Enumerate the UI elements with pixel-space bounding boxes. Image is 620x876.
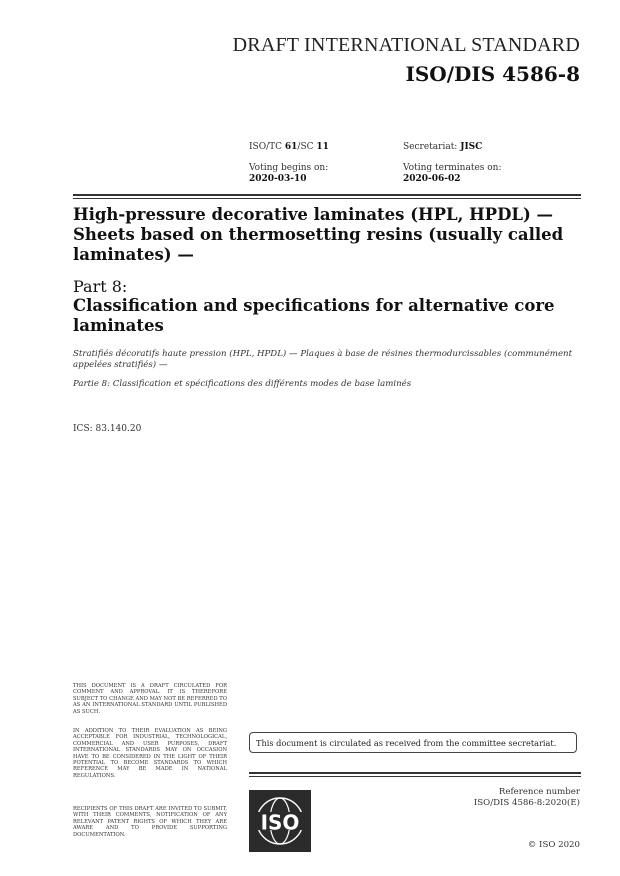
footer-rule-top bbox=[249, 772, 581, 774]
document-type: DRAFT INTERNATIONAL STANDARD bbox=[232, 34, 580, 56]
iso-logo bbox=[249, 790, 311, 852]
reference-label: Reference number bbox=[498, 787, 580, 797]
circulated-note: This document is circulated as received from the committee secretariat. bbox=[249, 732, 577, 753]
tc-number: 61 bbox=[284, 142, 298, 152]
committee bbox=[249, 142, 329, 153]
part-number: Part 8: bbox=[73, 277, 128, 296]
voting-begins-label: Voting begins on: bbox=[249, 163, 329, 173]
reference-number-block bbox=[474, 787, 580, 809]
voting-terminates bbox=[403, 163, 502, 185]
sc-separator: /SC bbox=[297, 142, 317, 152]
voting-terminates-label: Voting terminates on: bbox=[403, 163, 502, 173]
voting-terminates-date: 2020-06-02 bbox=[403, 174, 461, 184]
iso-logo-text: ISO bbox=[260, 810, 300, 835]
secretariat-value: JISC bbox=[460, 142, 483, 152]
french-part-title: Partie 8: Classification et spécifications des différents modes de base laminés bbox=[73, 379, 412, 389]
document-number: ISO/DIS 4586-8 bbox=[405, 62, 580, 86]
disclaimer-paragraph-1: THIS DOCUMENT IS A DRAFT CIRCULATED FOR COMMENT AND APPROVAL. IT IS THEREFORE SUBJECT TO CHANGE AND MAY NOT BE REFERRED TO AS AN INTERNATIONAL STANDARD UNTIL PUBLISHED AS SUCH. bbox=[73, 683, 227, 715]
copyright: © ISO 2020 bbox=[527, 840, 580, 850]
committee-prefix: ISO/TC bbox=[249, 142, 285, 152]
secretariat bbox=[403, 142, 482, 153]
title-rule-top bbox=[73, 194, 581, 196]
part-title: Classification and specifications for alternative core laminates bbox=[73, 296, 555, 335]
footer-rule-bottom bbox=[249, 776, 581, 777]
secretariat-label: Secretariat: bbox=[403, 142, 461, 152]
ics-code: ICS: 83.140.20 bbox=[73, 424, 142, 434]
sc-number: 11 bbox=[316, 142, 329, 152]
title-rule-bottom bbox=[73, 198, 581, 199]
voting-begins-date: 2020-03-10 bbox=[249, 174, 307, 184]
reference-value: ISO/DIS 4586-8:2020(E) bbox=[473, 798, 580, 808]
french-title: Stratifiés décoratifs haute pression (HPL, HPDL) — Plaques à base de résines thermodurcissables (communément appelées stratifiés) — bbox=[73, 349, 573, 370]
main-title: High-pressure decorative laminates (HPL, HPDL) — Sheets based on thermosetting resins (usually called laminates) — bbox=[73, 205, 564, 264]
disclaimer-paragraph-3: RECIPIENTS OF THIS DRAFT ARE INVITED TO SUBMIT, WITH THEIR COMMENTS, NOTIFICATION OF ANY RELEVANT PATENT RIGHTS OF WHICH THEY ARE AWARE AND TO PROVIDE SUPPORTING DOCUMENTATION. bbox=[73, 806, 227, 838]
disclaimer-paragraph-2: IN ADDITION TO THEIR EVALUATION AS BEING ACCEPTABLE FOR INDUSTRIAL, TECHNOLOGICAL, COMMERCIAL AND USER PURPOSES, DRAFT INTERNATIONAL STANDARDS MAY ON OCCASION HAVE TO BE CONSIDERED IN THE LIGHT OF THEIR POTENTIAL TO BECOME STANDARDS TO WHICH REFERENCE MAY BE MADE IN NATIONAL REGULATIONS. bbox=[73, 728, 227, 779]
voting-begins bbox=[249, 163, 328, 185]
